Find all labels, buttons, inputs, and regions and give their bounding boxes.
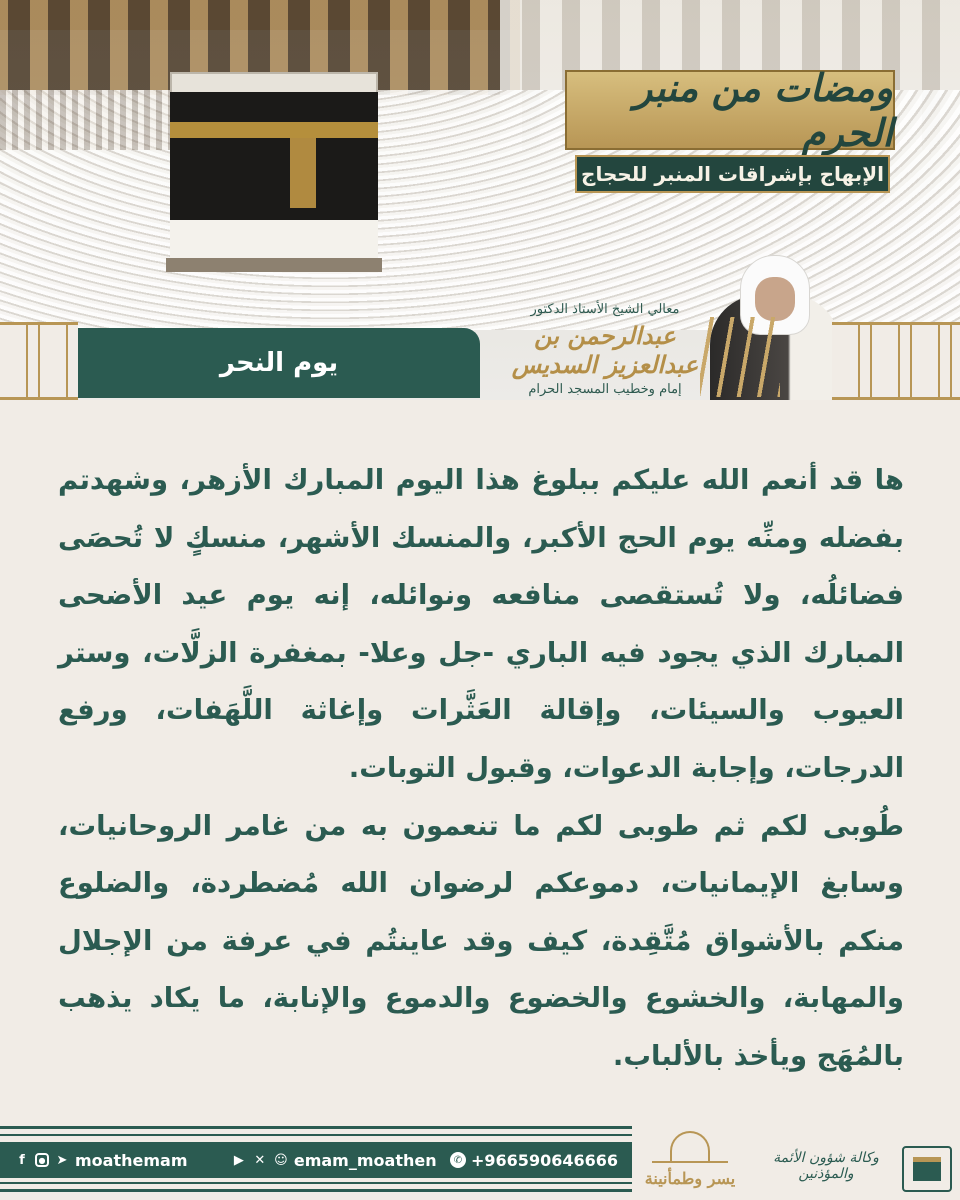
agency-logo-icon	[902, 1146, 952, 1192]
sheikh-honorific: معالي الشيخ الأستاذ الدكتور	[530, 302, 680, 317]
social-handle-2[interactable]: emam_moathen	[293, 1150, 437, 1170]
sheikh-role: إمام وخطيب المسجد الحرام	[528, 382, 682, 397]
footer-rule-bottom	[0, 1182, 632, 1192]
agency-name: وكالة شؤون الأئمة والمؤذنين	[773, 1150, 879, 1182]
day-title: يوم النحر	[219, 348, 339, 378]
ornament-band-right	[832, 322, 960, 400]
yusr-logo-text: يسر وطمأنينة	[644, 1169, 736, 1188]
kaaba-icon	[913, 1157, 941, 1181]
sermon-paragraph-2: طُوبى لكم ثم طوبى لكم ما تنعمون به من غامر الروحانيات، وسابغ الإيمانيات، دموعكم لرضوان الله مُضطردة، والضلوع منكم بالأشواق مُتَّقِدة، كيف وقد عاينتُم في عرفة من الإجلال والمهابة، والخشوع والخضوع والدموع والإنابة، ما يكاد يذهب بالمُهَج ويأخذ بالألباب.	[58, 809, 904, 1072]
sheikh-name: عبدالرحمن بن عبدالعزيز السديس	[511, 321, 699, 379]
sermon-text	[58, 452, 904, 1086]
series-title: ومضات من منبر الحرم	[633, 65, 893, 155]
ornament-band-left	[0, 322, 78, 400]
footer-social-bar	[0, 1142, 632, 1178]
instagram-icon[interactable]: ●	[35, 1153, 49, 1167]
x-icon[interactable]: ✕	[254, 1152, 266, 1168]
sermon-paragraph-1: ها قد أنعم الله عليكم ببلوغ هذا اليوم المبارك الأزهر، وشهدتم بفضله ومنِّه يوم الحج الأكبر، والمنسك الأشهر، منسكٍ لا تُحصَى فضائلُه، ولا تُستقصى منافعه ونوائله، إنه يوم عيد الأضحى المبارك الذي يجود فيه الباري -جل وعلا- بمغفرة الزلَّات، وستر العيوب والسيئات، وإقالة العَثَّرات وإغاثة اللَّهَفات، ورفع الدرجات، وإجابة الدعوات، وقبول التوبات.	[58, 464, 904, 784]
youtube-icon[interactable]: ▶	[233, 1152, 244, 1168]
yusr-logo	[640, 1125, 740, 1195]
contact-group[interactable]	[450, 1151, 618, 1170]
telegram-icon[interactable]: ➤	[56, 1152, 68, 1168]
series-subtitle-bar	[575, 155, 890, 193]
social-group-1[interactable]	[14, 1151, 217, 1170]
series-title-plaque	[565, 65, 895, 155]
footer-rule-top	[0, 1126, 632, 1136]
social-handle-1[interactable]: moathemam	[75, 1150, 188, 1170]
whatsapp-icon[interactable]: ✆	[450, 1152, 466, 1168]
kaaba-image	[170, 72, 378, 272]
social-group-2[interactable]	[217, 1151, 450, 1170]
day-title-tab	[78, 328, 480, 398]
facebook-icon[interactable]: f	[19, 1152, 25, 1168]
dome-icon	[670, 1131, 710, 1161]
phone-number[interactable]: +966590646666	[471, 1150, 618, 1170]
snapchat-icon[interactable]: ☺	[274, 1152, 288, 1168]
series-subtitle: الإبهاج بإشراقات المنبر للحجاج	[581, 162, 884, 186]
sheikh-calligraphy	[505, 302, 705, 397]
imam-photo	[700, 255, 840, 400]
